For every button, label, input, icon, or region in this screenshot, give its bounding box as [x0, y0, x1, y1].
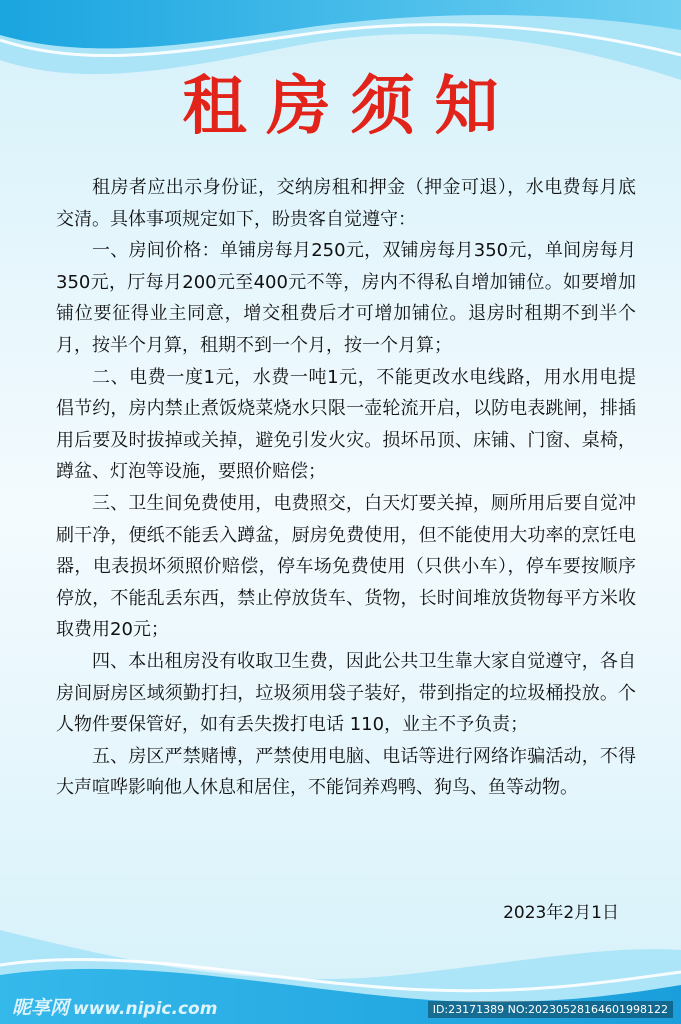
- rule-3-facilities: 三、卫生间免费使用，电费照交，白天灯要关掉，厕所用后要自觉冲刷干净，便纸不能丢入蹲盆，厨房免费使用，但不能使用大功率的烹饪电器，电表损坏须照价赔偿，停车场免费使用（只供小车），停车要按顺序停放，不能乱丢东西，禁止停放货车、货物，长时间堆放货物每平方米收取费用20元；: [56, 492, 636, 641]
- watermark-logo: [12, 993, 217, 1020]
- rule-4-hygiene: 四、本出租房没有收取卫生费，因此公共卫生靠大家自觉遵守，各自房间厨房区域须勤打扫，垃圾须用袋子装好，带到指定的垃圾桶投放。个人物件要保管好，如有丢失拨打电话 110，业主不予负责；: [56, 650, 636, 736]
- notice-title: 租房须知: [182, 69, 519, 144]
- watermark-url: www.nipic.com: [73, 999, 218, 1019]
- intro-paragraph: 租房者应出示身份证，交纳房租和押金（押金可退），水电费每月底交清。具体事项规定如下，盼贵客自觉遵守：: [56, 177, 636, 230]
- watermark-brand: 昵享网: [12, 997, 70, 1019]
- notice-date: 2023年2月1日: [503, 903, 619, 923]
- rule-2-utilities: 二、电费一度1元，水费一吨1元，不能更改水电线路，用水用电提倡节约，房内禁止煮饭烧菜烧水只限一壶轮流开启，以防电表跳闸，排插用后要及时拔掉或关掉，避免引发火灾。损坏吊顶、床铺、门窗、桌椅，蹲盆、灯泡等设施，要照价赔偿；: [56, 366, 636, 483]
- rule-5-prohibitions: 五、房区严禁赌博，严禁使用电脑、电话等进行网络诈骗活动，不得大声喧哗影响他人休息和居住，不能饲养鸡鸭、狗鸟、鱼等动物。: [56, 745, 636, 799]
- watermark-id: ID:23171389 NO:20230528164601998122: [428, 1001, 673, 1018]
- rule-1-price: 一、房间价格：单铺房每月250元，双铺房每月350元，单间房每月350元，厅每月200元至400元不等，房内不得私自增加铺位。如要增加铺位要征得业主同意，增交租费后才可增加铺位。退房时租期不到半个月，按半个月算，租期不到一个月，按一个月算；: [56, 240, 636, 356]
- notice-body: [56, 172, 636, 804]
